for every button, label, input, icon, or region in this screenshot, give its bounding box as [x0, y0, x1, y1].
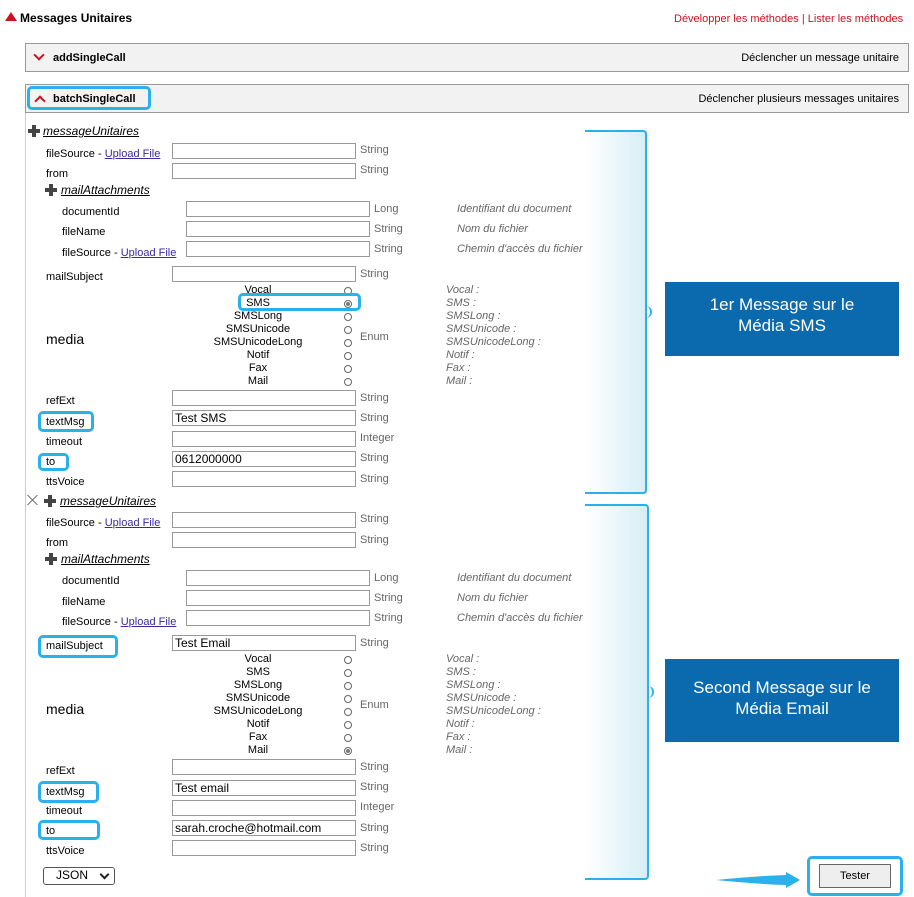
mail-attachments-title[interactable]: mailAttachments [61, 552, 150, 566]
type-string: String [360, 164, 389, 176]
media-radio-smsunicodelong[interactable] [344, 708, 352, 716]
type-string: String [360, 781, 389, 793]
remove-message-icon[interactable] [27, 494, 39, 506]
type-string: String [360, 473, 389, 485]
document-id-input[interactable] [186, 570, 370, 586]
mail-subject-label: mailSubject [46, 640, 103, 652]
batch-single-call-panel[interactable] [25, 84, 909, 113]
timeout-label: timeout [46, 805, 83, 817]
bracket-message-2 [585, 504, 649, 880]
file-source-label: fileSource - Upload File [46, 517, 161, 529]
document-id-input[interactable] [186, 201, 370, 217]
upload-file-link[interactable]: Upload File [104, 148, 161, 160]
highlight-mail-subject [38, 635, 118, 658]
media-label: media [46, 701, 85, 717]
message-unitaires-title[interactable]: messageUnitaires [60, 494, 157, 508]
media-option-label: SMS [246, 297, 270, 309]
file-name-label: fileName [62, 226, 106, 238]
type-string: String [374, 243, 403, 255]
tts-voice-label: ttsVoice [46, 845, 85, 857]
mail-subject-label: mailSubject [46, 271, 103, 283]
text-msg-label: textMsg [46, 416, 85, 428]
media-option-label: Mail [247, 744, 269, 756]
bracket-tip-2 [648, 686, 654, 698]
text-msg-input[interactable]: Test email [172, 780, 356, 796]
mail-subject-input[interactable] [172, 266, 356, 282]
file-source-input[interactable] [172, 512, 356, 528]
tts-voice-input[interactable] [172, 471, 356, 487]
media-radio-smsunicode[interactable] [344, 326, 352, 334]
add-single-call-desc: Déclencher un message unitaire [741, 52, 899, 64]
from-label: from [46, 537, 68, 549]
callout-first-message: 1er Message sur le Média SMS [665, 282, 899, 356]
type-string: String [374, 612, 403, 624]
add-single-call-title[interactable]: addSingleCall [53, 52, 126, 64]
timeout-input[interactable] [172, 800, 356, 816]
bracket-tip-1 [646, 306, 652, 318]
highlight-to [38, 820, 100, 840]
format-select[interactable] [43, 867, 115, 885]
type-string: String [360, 842, 389, 854]
media-option-label: Notif [246, 349, 270, 361]
ref-ext-input[interactable] [172, 390, 356, 406]
file-source-input[interactable] [172, 143, 356, 159]
media-option-desc: SMSUnicodeLong : [446, 336, 541, 348]
type-string: String [360, 412, 389, 424]
to-label: to [46, 456, 56, 468]
media-option-label: Vocal [244, 653, 272, 665]
timeout-label: timeout [46, 436, 83, 448]
format-select-value: JSON [56, 868, 89, 882]
add-single-call-panel[interactable] [25, 43, 909, 72]
highlight-batch-single-call [27, 86, 151, 110]
highlight-text-msg [38, 781, 99, 803]
ref-ext-label: refExt [46, 395, 75, 407]
file-source-label: fileSource - Upload File [46, 148, 161, 160]
media-option-desc: Fax : [446, 731, 471, 743]
media-radio-sms[interactable] [344, 669, 352, 677]
mail-attachments-title[interactable]: mailAttachments [61, 183, 150, 197]
media-option-desc: SMS : [446, 297, 476, 309]
attachment-file-source-input[interactable] [186, 241, 370, 257]
media-option-desc: Fax : [446, 362, 471, 374]
media-radio-smslong[interactable] [344, 682, 352, 690]
type-string: String [360, 761, 389, 773]
type-string: String [360, 822, 389, 834]
media-option-desc: SMSUnicode : [446, 323, 517, 335]
attachment-file-source-label: fileSource - Upload File [62, 616, 177, 628]
media-option-desc: SMSUnicode : [446, 692, 517, 704]
media-radio-notif[interactable] [344, 352, 352, 360]
collapse-triangle-icon[interactable] [5, 12, 17, 21]
media-radio-smslong[interactable] [344, 313, 352, 321]
media-radio-notif[interactable] [344, 721, 352, 729]
media-option-label: SMSUnicode [225, 323, 291, 335]
type-string: String [374, 592, 403, 604]
ref-ext-label: refExt [46, 765, 75, 777]
media-radio-vocal[interactable] [344, 656, 352, 664]
media-option-desc: Mail : [446, 375, 473, 387]
media-option-desc: Vocal : [446, 284, 480, 296]
type-integer: Integer [360, 801, 395, 813]
batch-single-call-desc: Déclencher plusieurs messages unitaires [698, 93, 899, 105]
type-integer: Integer [360, 432, 395, 444]
from-input[interactable] [172, 163, 356, 179]
tts-voice-label: ttsVoice [46, 476, 85, 488]
highlight-sms-option [238, 293, 361, 311]
ref-ext-input[interactable] [172, 759, 356, 775]
callout-second-message: Second Message sur le Média Email [665, 659, 899, 742]
highlight-text-msg [38, 411, 94, 432]
highlight-to [38, 453, 69, 471]
file-name-desc: Nom du fichier [457, 223, 528, 235]
batch-body-border [25, 113, 26, 897]
media-option-label: Mail [247, 375, 269, 387]
media-option-label: SMSLong [233, 310, 283, 322]
media-option-desc: Notif : [446, 718, 475, 730]
add-attachment-icon[interactable] [45, 184, 57, 196]
header-links [674, 13, 903, 25]
to-input[interactable]: sarah.croche@hotmail.com [172, 820, 356, 836]
media-option-label: Fax [248, 362, 268, 374]
media-option-desc: SMS : [446, 666, 476, 678]
file-name-label: fileName [62, 596, 106, 608]
file-name-input[interactable] [186, 590, 370, 606]
media-option-desc: Mail : [446, 744, 473, 756]
to-input[interactable]: 0612000000 [172, 451, 356, 467]
add-attachment-icon[interactable] [45, 553, 57, 565]
media-option-desc: SMSLong : [446, 310, 501, 322]
media-option-label: SMSUnicode [225, 692, 291, 704]
document-id-label: documentId [62, 575, 120, 587]
file-source-desc: Chemin d'accès du fichier [457, 243, 583, 255]
attachment-file-source-input[interactable] [186, 610, 370, 626]
media-option-label: Fax [248, 731, 268, 743]
to-label: to [46, 825, 56, 837]
type-string: String [360, 534, 389, 546]
type-string: String [360, 513, 389, 525]
type-enum: Enum [360, 331, 389, 343]
add-message-icon[interactable] [44, 495, 56, 507]
develop-methods-link[interactable]: Développer les méthodes [674, 13, 799, 25]
timeout-input[interactable] [172, 431, 356, 447]
type-string: String [360, 637, 389, 649]
document-id-label: documentId [62, 206, 120, 218]
file-name-input[interactable] [186, 221, 370, 237]
media-option-label: SMSUnicodeLong [213, 336, 303, 348]
type-string: String [360, 144, 389, 156]
page-title: Messages Unitaires [20, 11, 133, 25]
media-radio-fax[interactable] [344, 734, 352, 742]
media-option-label: Vocal [244, 284, 272, 296]
media-option-desc: Notif : [446, 349, 475, 361]
media-option-label: SMS [246, 666, 270, 678]
from-input[interactable] [172, 532, 356, 548]
tts-voice-input[interactable] [172, 840, 356, 856]
message-unitaires-title[interactable]: messageUnitaires [43, 124, 140, 138]
text-msg-input[interactable]: Test SMS [172, 410, 356, 426]
type-string: String [360, 392, 389, 404]
media-option-desc: SMSLong : [446, 679, 501, 691]
type-string: String [374, 223, 403, 235]
media-option-label: SMSUnicodeLong [213, 705, 303, 717]
mail-subject-input[interactable]: Test Email [172, 635, 356, 651]
chevron-down-icon [100, 870, 110, 880]
type-long: Long [374, 572, 399, 584]
type-string: String [360, 452, 389, 464]
media-radio-mail[interactable] [344, 378, 352, 386]
media-radio-mail[interactable] [344, 747, 352, 755]
arrow-icon [716, 877, 796, 883]
file-source-desc: Chemin d'accès du fichier [457, 612, 583, 624]
tester-button[interactable]: Tester [819, 864, 891, 888]
type-long: Long [374, 203, 399, 215]
media-option-desc: SMSUnicodeLong : [446, 705, 541, 717]
media-option-label: SMSLong [233, 679, 283, 691]
bracket-message-1 [585, 130, 647, 494]
file-name-desc: Nom du fichier [457, 592, 528, 604]
from-label: from [46, 168, 68, 180]
attachment-file-source-label: fileSource - Upload File [62, 247, 177, 259]
media-option-desc: Vocal : [446, 653, 480, 665]
upload-file-link[interactable]: Upload File [120, 616, 177, 628]
media-radio-smsunicode[interactable] [344, 695, 352, 703]
media-radio-fax[interactable] [344, 365, 352, 373]
document-id-desc: Identifiant du document [457, 203, 572, 215]
document-id-desc: Identifiant du document [457, 572, 572, 584]
batch-single-call-title[interactable]: batchSingleCall [53, 93, 136, 105]
type-string: String [360, 268, 389, 280]
add-message-icon[interactable] [28, 125, 40, 137]
list-methods-link[interactable]: Lister les méthodes [807, 13, 904, 25]
upload-file-link[interactable]: Upload File [104, 517, 161, 529]
text-msg-label: textMsg [46, 786, 85, 798]
type-enum: Enum [360, 699, 389, 711]
link-separator: | [801, 13, 805, 25]
media-label: media [46, 331, 85, 347]
media-option-label: Notif [246, 718, 270, 730]
upload-file-link[interactable]: Upload File [120, 247, 177, 259]
media-radio-smsunicodelong[interactable] [344, 339, 352, 347]
chevron-down-icon[interactable] [33, 49, 44, 60]
